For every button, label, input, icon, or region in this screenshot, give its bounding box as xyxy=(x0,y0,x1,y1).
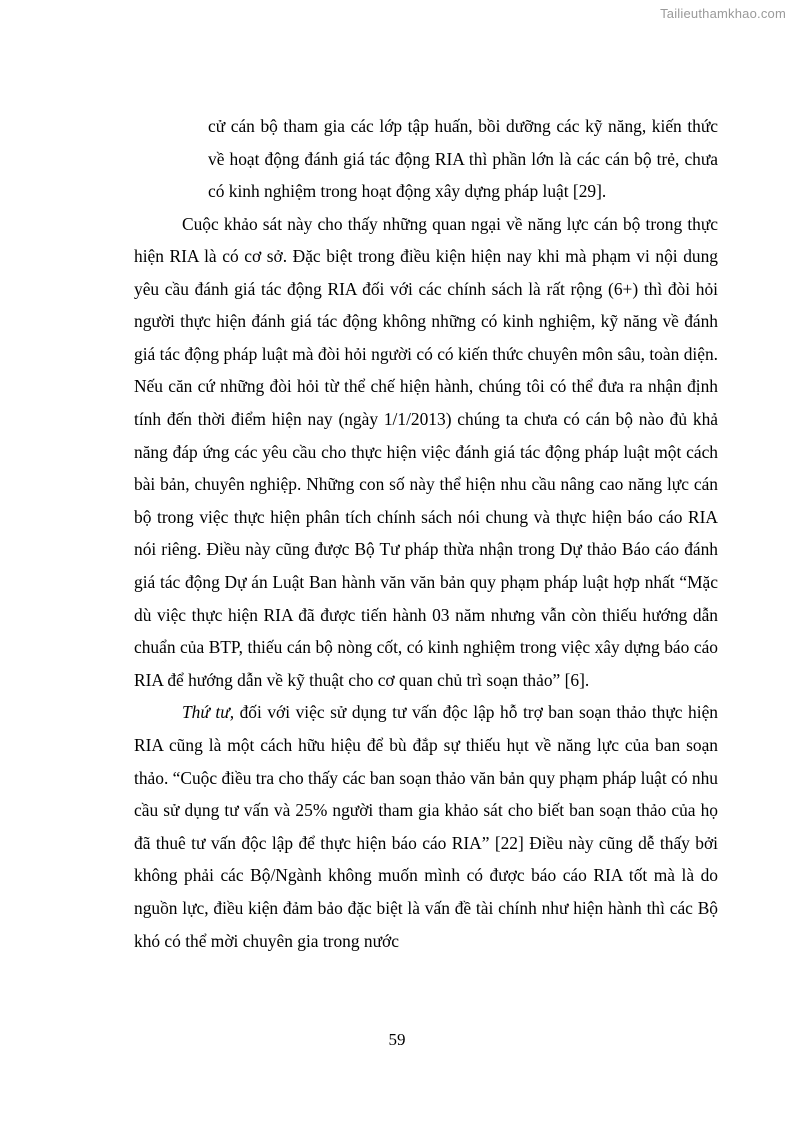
watermark-text: Tailieuthamkhao.com xyxy=(660,6,786,21)
page-number: 59 xyxy=(388,1030,406,1049)
paragraph-fourth-point-text: đối với việc sử dụng tư vấn độc lập hỗ trợ ban soạn thảo thực hiện RIA cũng là một cách hữu hiệu để bù đắp sự thiếu hụt về năng lực của ban soạn thảo. “Cuộc điều tra cho thấy các ban soạn thảo văn bản quy phạm pháp luật có nhu cầu sử dụng tư vấn và 25% người tham gia khảo sát cho biết ban soạn thảo của họ đã thuê tư vấn độc lập để thực hiện báo cáo RIA” [22] Điều này cũng dễ thấy bởi không phải các Bộ/Ngành không muốn mình có được báo cáo RIA tốt mà là do nguồn lực, điều kiện đảm bảo đặc biệt là vấn đề tài chính như hiện hành thì các Bộ khó có thể mời chuyên gia trong nước xyxy=(134,702,718,951)
quote-continuation: cử cán bộ tham gia các lớp tập huấn, bồi dưỡng các kỹ năng, kiến thức về hoạt động đánh giá tác động RIA thì phần lớn là các cán bộ trẻ, chưa có kinh nghiệm trong hoạt động xây dựng pháp luật [29]. xyxy=(208,116,718,201)
paragraph-survey-findings: Cuộc khảo sát này cho thấy những quan ngại về năng lực cán bộ trong thực hiện RIA là có cơ sở. Đặc biệt trong điều kiện hiện nay khi mà phạm vi nội dung yêu cầu đánh giá tác động RIA đối với các chính sách là rất rộng (6+) thì đòi hỏi người thực hiện đánh giá tác động không những có kinh nghiệm, kỹ năng về đánh giá tác động pháp luật mà đòi hỏi người có có kiến thức chuyên môn sâu, toàn diện. Nếu căn cứ những đòi hỏi từ thể chế hiện hành, chúng tôi có thể đưa ra nhận định tính đến thời điểm hiện nay (ngày 1/1/2013) chúng ta chưa có cán bộ nào đủ khả năng đáp ứng các yêu cầu cho thực hiện việc đánh giá tác động pháp luật một cách bài bản, chuyên nghiệp. Những con số này thể hiện nhu cầu nâng cao năng lực cán bộ trong việc thực hiện phân tích chính sách nói chung và thực hiện báo cáo RIA nói riêng. Điều này cũng được Bộ Tư pháp thừa nhận trong Dự thảo Báo cáo đánh giá tác động Dự án Luật Ban hành văn văn bản quy phạm pháp luật hợp nhất “Mặc dù việc thực hiện RIA đã được tiến hành 03 năm nhưng vẫn còn thiếu hướng dẫn chuẩn của BTP, thiếu cán bộ nòng cốt, có kinh nghiệm trong việc xây dựng báo cáo RIA để hướng dẫn về kỹ thuật cho cơ quan chủ trì soạn thảo” [6]. xyxy=(134,213,718,690)
page-body xyxy=(134,110,718,957)
paragraph-fourth-point xyxy=(134,696,718,957)
paragraph-lead-italic: Thứ tư, xyxy=(182,702,235,723)
